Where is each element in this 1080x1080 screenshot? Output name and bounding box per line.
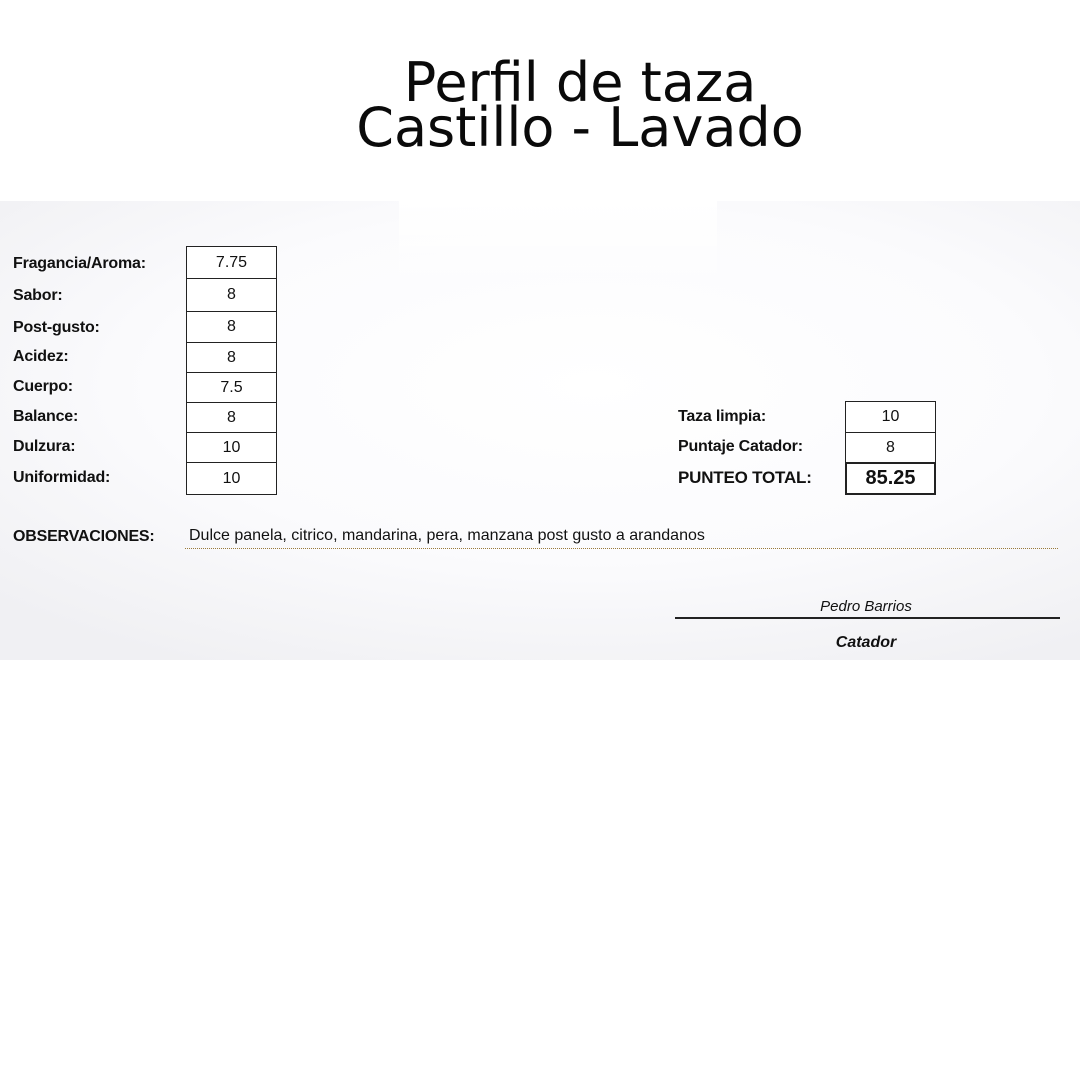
punteo-total-value: 85.25 (845, 462, 936, 495)
puntaje-catador-value: 8 (845, 432, 936, 463)
signature-line (675, 617, 1060, 619)
balance-value: 8 (186, 402, 277, 433)
sheet-header-fade (399, 201, 717, 291)
taza-limpia-label: Taza limpia: (678, 408, 766, 425)
acidez-label: Acidez: (13, 348, 69, 365)
cuerpo-label: Cuerpo: (13, 378, 73, 395)
dulzura-value: 10 (186, 432, 277, 463)
observaciones-underline (185, 548, 1058, 549)
observaciones-label: OBSERVACIONES: (13, 528, 155, 545)
cuerpo-value: 7.5 (186, 372, 277, 403)
acidez-value: 8 (186, 342, 277, 373)
sabor-label: Sabor: (13, 287, 63, 304)
puntaje-catador-label: Puntaje Catador: (678, 438, 803, 455)
postgusto-value: 8 (186, 311, 277, 343)
uniformidad-value: 10 (186, 462, 277, 495)
page-subtitle: Castillo - Lavado (356, 96, 804, 159)
page-title: Perfil de taza (403, 51, 757, 114)
punteo-total-label: PUNTEO TOTAL: (678, 468, 812, 487)
uniformidad-label: Uniformidad: (13, 469, 111, 486)
observaciones-text: Dulce panela, citrico, mandarina, pera, manzana post gusto a arandanos (189, 527, 705, 544)
postgusto-label: Post-gusto: (13, 319, 100, 336)
balance-label: Balance: (13, 408, 79, 425)
catador-role: Catador (835, 634, 897, 651)
fragancia-value: 7.75 (186, 246, 277, 279)
taza-limpia-value: 10 (845, 401, 936, 433)
fragancia-label: Fragancia/Aroma: (13, 255, 146, 272)
dulzura-label: Dulzura: (13, 438, 76, 455)
sabor-value: 8 (186, 278, 277, 312)
catador-name: Pedro Barrios (820, 598, 912, 615)
